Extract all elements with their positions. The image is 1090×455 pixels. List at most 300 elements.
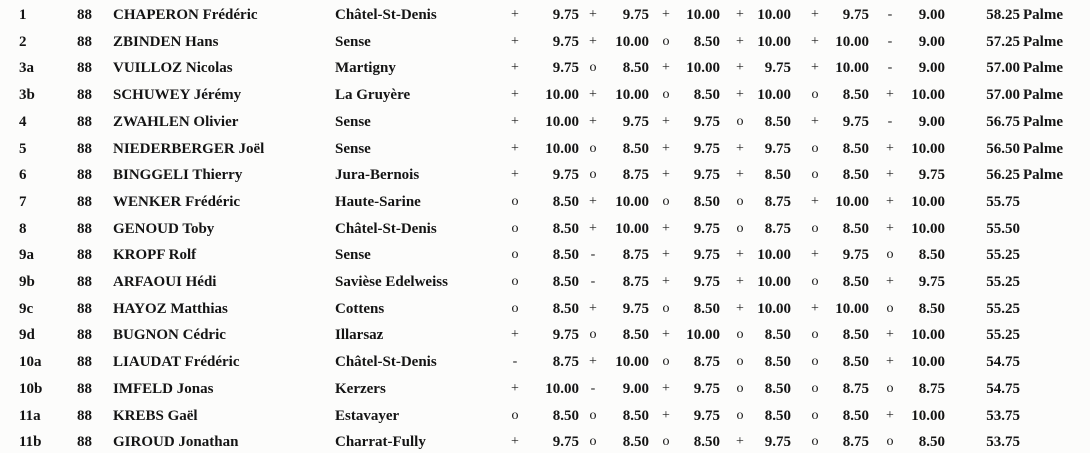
score-value: 8.50: [552, 274, 579, 290]
rank: 3b: [19, 87, 35, 104]
club-name: Sense: [335, 140, 371, 157]
score-value: 9.00: [918, 113, 945, 130]
score-sign: +: [811, 7, 819, 22]
score-value: 10.00: [686, 7, 720, 23]
birth-year: 88: [77, 407, 92, 424]
score-value: 10.00: [615, 220, 649, 237]
award-label: Palme: [1023, 33, 1063, 50]
birth-year: 88: [77, 7, 92, 23]
score-value: 8.50: [842, 220, 869, 237]
score-sign: +: [511, 434, 519, 450]
score-sign: o: [811, 354, 819, 370]
score-sign: +: [662, 327, 670, 343]
score-value: 8.50: [693, 300, 720, 317]
score-value: 10.00: [757, 247, 791, 264]
club-name: Haute-Sarine: [335, 193, 421, 210]
score-value: 10.00: [686, 60, 720, 77]
score-sign: +: [589, 193, 597, 209]
birth-year: 88: [77, 327, 92, 344]
athlete-name: LIAUDAT Frédéric: [113, 354, 240, 371]
score-sign: o: [811, 407, 819, 423]
score-sign: +: [886, 407, 894, 423]
score-value: 8.50: [693, 87, 720, 104]
result-row: [0, 2, 1090, 28]
score-sign: o: [511, 407, 519, 423]
score-value: 9.00: [918, 7, 945, 23]
score-value: 9.00: [622, 380, 649, 397]
club-name: Kerzers: [335, 380, 386, 397]
birth-year: 88: [77, 247, 92, 264]
score-sign: +: [736, 87, 744, 103]
rank: 7: [19, 193, 27, 210]
score-sign: +: [589, 354, 597, 370]
score-value: 10.00: [545, 380, 579, 397]
score-value: 8.50: [552, 407, 579, 424]
score-sign: o: [662, 354, 670, 370]
total-score: 55.50: [986, 220, 1020, 237]
score-sign: +: [511, 140, 519, 156]
score-sign: o: [886, 380, 894, 396]
score-sign: o: [736, 193, 744, 209]
score-sign: +: [736, 140, 744, 156]
birth-year: 88: [77, 140, 92, 157]
athlete-name: VUILLOZ Nicolas: [113, 60, 233, 77]
score-value: 10.00: [911, 87, 945, 104]
score-value: 10.00: [615, 354, 649, 371]
score-value: 8.50: [764, 113, 791, 130]
club-name: Sense: [335, 247, 371, 264]
score-value: 9.75: [622, 7, 649, 23]
athlete-name: ZBINDEN Hans: [113, 33, 219, 50]
score-sign: o: [662, 87, 670, 103]
score-value: 10.00: [835, 60, 869, 77]
score-sign: +: [736, 7, 744, 22]
score-sign: +: [736, 274, 744, 289]
score-value: 9.75: [693, 113, 720, 130]
score-value: 8.75: [622, 247, 649, 264]
athlete-name: KROPF Rolf: [113, 247, 197, 264]
score-sign: o: [811, 167, 819, 183]
score-sign: o: [886, 434, 894, 450]
score-sign: +: [886, 274, 894, 289]
score-value: 8.75: [764, 193, 791, 210]
score-sign: +: [511, 380, 519, 396]
score-sign: o: [511, 274, 519, 289]
score-sign: +: [589, 33, 597, 49]
club-name: Martigny: [335, 60, 396, 77]
score-value: 10.00: [757, 87, 791, 104]
score-sign: +: [511, 327, 519, 343]
score-value: 9.75: [764, 60, 791, 77]
score-value: 9.75: [552, 167, 579, 184]
total-score: 55.25: [986, 327, 1020, 344]
score-value: 8.75: [622, 274, 649, 290]
rank: 4: [19, 113, 27, 130]
score-value: 10.00: [615, 87, 649, 104]
score-sign: o: [589, 434, 597, 450]
award-label: Palme: [1023, 60, 1063, 77]
score-sign: +: [662, 7, 670, 22]
score-sign: +: [511, 167, 519, 183]
score-sign: -: [590, 274, 596, 289]
score-value: 8.50: [842, 354, 869, 371]
athlete-name: KREBS Gaël: [113, 407, 198, 424]
score-sign: +: [589, 220, 597, 236]
score-sign: o: [589, 167, 597, 183]
score-sign: +: [589, 87, 597, 103]
result-row: [0, 55, 1090, 81]
score-value: 10.00: [911, 354, 945, 371]
athlete-name: BUGNON Cédric: [113, 327, 226, 344]
score-value: 8.50: [622, 327, 649, 344]
rank: 6: [19, 167, 27, 184]
score-value: 9.75: [764, 434, 791, 451]
score-value: 10.00: [545, 87, 579, 104]
score-value: 8.50: [764, 407, 791, 424]
rank: 10a: [19, 354, 42, 371]
score-sign: -: [887, 60, 893, 76]
club-name: Savièse Edelweiss: [335, 274, 448, 290]
score-sign: +: [662, 140, 670, 156]
total-score: 54.75: [986, 354, 1020, 371]
athlete-name: NIEDERBERGER Joël: [113, 140, 265, 157]
birth-year: 88: [77, 167, 92, 184]
score-sign: o: [736, 407, 744, 423]
score-sign: o: [511, 300, 519, 316]
score-sign: -: [887, 113, 893, 129]
score-sign: o: [589, 60, 597, 76]
score-sign: -: [512, 354, 518, 370]
score-value: 8.50: [842, 274, 869, 290]
score-value: 9.75: [693, 140, 720, 157]
score-value: 9.75: [552, 434, 579, 451]
score-sign: -: [887, 33, 893, 49]
score-sign: +: [589, 7, 597, 22]
score-sign: o: [811, 434, 819, 450]
score-value: 8.50: [622, 434, 649, 451]
club-name: Illarsaz: [335, 327, 384, 344]
score-sign: +: [886, 220, 894, 236]
result-row: [0, 296, 1090, 322]
score-sign: +: [662, 167, 670, 183]
score-value: 9.75: [622, 300, 649, 317]
rank: 2: [19, 33, 27, 50]
score-sign: +: [511, 87, 519, 103]
club-name: Sense: [335, 33, 371, 50]
club-name: Estavayer: [335, 407, 400, 424]
score-value: 10.00: [757, 300, 791, 317]
result-row: [0, 189, 1090, 215]
score-value: 10.00: [835, 33, 869, 50]
club-name: Châtel-St-Denis: [335, 7, 437, 23]
score-value: 10.00: [835, 193, 869, 210]
score-sign: +: [736, 33, 744, 49]
score-sign: o: [662, 193, 670, 209]
rank: 10b: [19, 380, 43, 397]
score-sign: +: [811, 247, 819, 263]
result-row: [0, 162, 1090, 188]
score-sign: +: [511, 33, 519, 49]
score-value: 9.75: [552, 33, 579, 50]
score-sign: +: [886, 327, 894, 343]
score-value: 8.50: [764, 167, 791, 184]
score-value: 9.75: [552, 60, 579, 77]
rank: 9c: [19, 300, 34, 317]
score-sign: +: [811, 113, 819, 129]
score-value: 10.00: [911, 193, 945, 210]
score-value: 8.50: [622, 407, 649, 424]
award-label: Palme: [1023, 167, 1063, 184]
score-sign: o: [589, 140, 597, 156]
score-value: 8.50: [693, 434, 720, 451]
score-value: 9.75: [693, 274, 720, 290]
total-score: 55.25: [986, 300, 1020, 317]
result-row: [0, 82, 1090, 108]
award-label: Palme: [1023, 113, 1063, 130]
score-value: 8.50: [552, 247, 579, 264]
score-sign: +: [736, 60, 744, 76]
score-value: 9.00: [918, 33, 945, 50]
score-value: 8.75: [918, 380, 945, 397]
score-value: 8.50: [918, 300, 945, 317]
athlete-name: CHAPERON Frédéric: [113, 7, 258, 23]
score-sign: -: [887, 7, 893, 22]
score-value: 8.50: [693, 193, 720, 210]
score-sign: o: [811, 380, 819, 396]
score-sign: +: [662, 407, 670, 423]
score-value: 10.00: [911, 407, 945, 424]
score-sign: +: [662, 274, 670, 289]
score-sign: +: [886, 193, 894, 209]
score-sign: o: [662, 434, 670, 450]
score-value: 9.75: [693, 167, 720, 184]
athlete-name: WENKER Frédéric: [113, 193, 241, 210]
club-name: Sense: [335, 113, 371, 130]
score-value: 8.50: [842, 167, 869, 184]
score-value: 10.00: [911, 327, 945, 344]
total-score: 53.75: [986, 434, 1020, 451]
total-score: 56.75: [986, 113, 1020, 130]
total-score: 53.75: [986, 407, 1020, 424]
score-value: 8.75: [622, 167, 649, 184]
score-sign: +: [736, 434, 744, 450]
score-sign: o: [886, 247, 894, 263]
total-score: 56.50: [986, 140, 1020, 157]
score-value: 9.75: [918, 274, 945, 290]
score-sign: +: [811, 193, 819, 209]
total-score: 55.75: [986, 193, 1020, 210]
rank: 1: [19, 7, 27, 23]
club-name: Jura-Bernois: [335, 167, 420, 184]
birth-year: 88: [77, 113, 92, 130]
score-sign: -: [590, 247, 596, 263]
score-sign: +: [886, 140, 894, 156]
result-row: [0, 242, 1090, 268]
rank: 11a: [19, 407, 41, 424]
athlete-name: ZWAHLEN Olivier: [113, 113, 239, 130]
birth-year: 88: [77, 193, 92, 210]
birth-year: 88: [77, 87, 92, 104]
score-value: 9.75: [552, 327, 579, 344]
score-value: 8.50: [552, 193, 579, 210]
result-row: [0, 109, 1090, 135]
score-value: 8.50: [842, 87, 869, 104]
total-score: 57.00: [986, 60, 1020, 77]
score-sign: o: [511, 220, 519, 236]
total-score: 58.25: [986, 7, 1020, 23]
score-sign: o: [511, 193, 519, 209]
score-value: 8.75: [764, 220, 791, 237]
score-value: 8.50: [622, 60, 649, 77]
total-score: 54.75: [986, 380, 1020, 397]
score-value: 9.75: [693, 380, 720, 397]
score-value: 10.00: [615, 33, 649, 50]
rank: 11b: [19, 434, 42, 451]
score-value: 10.00: [757, 274, 791, 290]
score-value: 10.00: [545, 140, 579, 157]
score-value: 9.75: [842, 7, 869, 23]
score-sign: -: [590, 380, 596, 396]
result-row: [0, 322, 1090, 348]
score-sign: +: [811, 300, 819, 316]
club-name: Cottens: [335, 300, 385, 317]
score-sign: +: [736, 167, 744, 183]
score-value: 8.50: [764, 380, 791, 397]
score-sign: o: [886, 300, 894, 316]
rank: 9a: [19, 247, 34, 264]
birth-year: 88: [77, 434, 92, 451]
score-value: 9.75: [693, 220, 720, 237]
result-row: [0, 136, 1090, 162]
total-score: 55.25: [986, 247, 1020, 264]
total-score: 56.25: [986, 167, 1020, 184]
club-name: Châtel-St-Denis: [335, 354, 437, 371]
club-name: Charrat-Fully: [335, 434, 426, 451]
birth-year: 88: [77, 220, 92, 237]
score-sign: +: [736, 300, 744, 316]
score-sign: +: [589, 113, 597, 129]
score-value: 10.00: [615, 193, 649, 210]
score-sign: o: [811, 140, 819, 156]
score-value: 10.00: [835, 300, 869, 317]
rank: 3a: [19, 60, 34, 77]
score-value: 8.50: [842, 327, 869, 344]
score-sign: +: [511, 60, 519, 76]
score-sign: o: [811, 220, 819, 236]
score-sign: +: [886, 87, 894, 103]
score-sign: o: [736, 327, 744, 343]
score-value: 8.50: [622, 140, 649, 157]
score-value: 8.50: [918, 247, 945, 264]
result-row: [0, 349, 1090, 375]
rank: 5: [19, 140, 27, 157]
total-score: 57.00: [986, 87, 1020, 104]
athlete-name: GENOUD Toby: [113, 220, 215, 237]
score-sign: +: [662, 380, 670, 396]
birth-year: 88: [77, 33, 92, 50]
score-value: 8.75: [842, 380, 869, 397]
score-sign: o: [811, 87, 819, 103]
score-sign: o: [511, 247, 519, 263]
score-value: 8.50: [918, 434, 945, 451]
birth-year: 88: [77, 300, 92, 317]
result-row: [0, 29, 1090, 55]
club-name: La Gruyère: [335, 87, 411, 104]
score-sign: +: [662, 220, 670, 236]
score-value: 9.75: [842, 247, 869, 264]
score-sign: o: [736, 113, 744, 129]
score-value: 8.50: [764, 327, 791, 344]
score-value: 9.75: [552, 7, 579, 23]
score-sign: +: [886, 167, 894, 183]
athlete-name: BINGGELI Thierry: [113, 167, 243, 184]
score-value: 9.75: [622, 113, 649, 130]
score-sign: o: [662, 300, 670, 316]
athlete-name: GIROUD Jonathan: [113, 434, 239, 451]
score-sign: +: [811, 60, 819, 76]
athlete-name: ARFAOUI Hédi: [113, 274, 217, 290]
score-sign: o: [811, 274, 819, 289]
score-value: 8.75: [552, 354, 579, 371]
score-value: 8.50: [552, 220, 579, 237]
score-sign: o: [589, 327, 597, 343]
score-value: 10.00: [757, 7, 791, 23]
score-value: 10.00: [757, 33, 791, 50]
score-value: 10.00: [686, 327, 720, 344]
result-row: [0, 429, 1090, 455]
score-value: 9.75: [693, 247, 720, 264]
score-sign: o: [736, 220, 744, 236]
score-value: 8.50: [842, 140, 869, 157]
result-row: [0, 403, 1090, 429]
score-sign: +: [736, 247, 744, 263]
athlete-name: IMFELD Jonas: [113, 380, 214, 397]
score-value: 8.50: [764, 354, 791, 371]
total-score: 55.25: [986, 274, 1020, 290]
athlete-name: HAYOZ Matthias: [113, 300, 228, 317]
score-sign: +: [886, 354, 894, 370]
rank: 8: [19, 220, 27, 237]
score-value: 9.75: [918, 167, 945, 184]
score-value: 8.75: [842, 434, 869, 451]
score-value: 9.75: [764, 140, 791, 157]
score-sign: o: [811, 327, 819, 343]
score-value: 9.00: [918, 60, 945, 77]
result-row: [0, 216, 1090, 242]
club-name: Châtel-St-Denis: [335, 220, 437, 237]
award-label: Palme: [1023, 140, 1063, 157]
score-value: 8.50: [693, 33, 720, 50]
score-value: 8.50: [842, 407, 869, 424]
total-score: 57.25: [986, 33, 1020, 50]
score-sign: +: [662, 247, 670, 263]
score-sign: +: [662, 60, 670, 76]
score-sign: +: [511, 113, 519, 129]
birth-year: 88: [77, 380, 92, 397]
score-sign: +: [589, 300, 597, 316]
birth-year: 88: [77, 60, 92, 77]
result-row: [0, 269, 1090, 295]
score-sign: o: [736, 380, 744, 396]
award-label: Palme: [1023, 7, 1063, 23]
score-value: 10.00: [545, 113, 579, 130]
score-sign: +: [662, 113, 670, 129]
score-value: 10.00: [911, 140, 945, 157]
score-value: 8.75: [693, 354, 720, 371]
rank: 9d: [19, 327, 35, 344]
rank: 9b: [19, 274, 35, 290]
birth-year: 88: [77, 354, 92, 371]
